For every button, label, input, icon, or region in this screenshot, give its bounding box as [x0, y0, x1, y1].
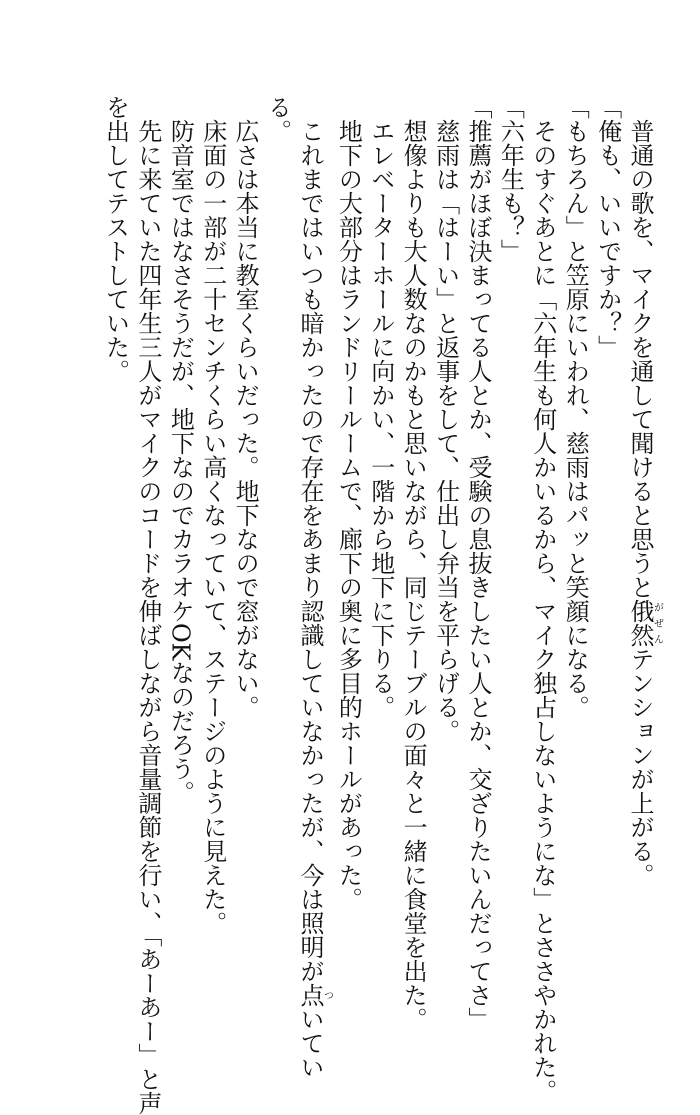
vertical-text-body [99, 95, 663, 1115]
ruby-gazen: 俄然がぜん [626, 599, 663, 647]
dialogue-line-5: 「六年生も？」 [496, 95, 525, 263]
paragraph-line-10: 地下の大部分はランドリールームで、廊下の奥に多目的ホールがあった。 [334, 119, 363, 911]
paragraph-line-12: る。 [263, 95, 292, 143]
dialogue-line-2: 「俺も、いいですか？」 [593, 95, 622, 359]
paragraph-line-17: を出してテストしていた。 [101, 95, 130, 383]
paragraph-line-11: これまではいつも暗かったので存在をあまり認識していなかったが、今は照明が点ついてい [295, 119, 333, 1079]
paragraph-line-14: 床面の一部が二十センチくらい高くなっていて、ステージのように見えた。 [198, 119, 227, 935]
paragraph-line-13: 広さは本当に教室くらいだった。地下なので窓がない。 [231, 119, 260, 719]
paragraph-line-9: エレベーターホールに向かい、一階から地下に下りる。 [366, 119, 395, 719]
dialogue-line-6: 「推薦がほぼ決まってる人とか、受験の息抜きしたい人とか、交ざりたいんだってさ」 [463, 95, 492, 1031]
paragraph-line-8: 想像よりも大人数なのかもと思いながら、同じテーブルの面々と一緒に食堂を出た。 [399, 119, 428, 1031]
paragraph-line-15: 防音室ではなさそうだが、地下なのでカラオケOKなのだろう。 [166, 119, 195, 805]
paragraph-line-4: そのすぐあとに「六年生も何人かいるから、マイク独占しないようにな」とささやかれた。 [528, 119, 557, 1103]
paragraph-line-1: 普通の歌を、マイクを通して聞けると思うと俄然がぜんテンションが上がる。 [626, 119, 663, 887]
ruby-tsu: 点つ [295, 983, 333, 1007]
paragraph-line-7: 慈雨は「はーい」と返事をして、仕出し弁当を平らげる。 [431, 119, 460, 743]
paragraph-line-16: 先に来ていた四年生三人がマイクのコードを伸ばしながら音量調節を行い、「あーあー」と声 [133, 119, 162, 1115]
dialogue-line-3: 「もちろん」と笠原にいわれ、慈雨はパッと笑顔になる。 [561, 95, 590, 719]
